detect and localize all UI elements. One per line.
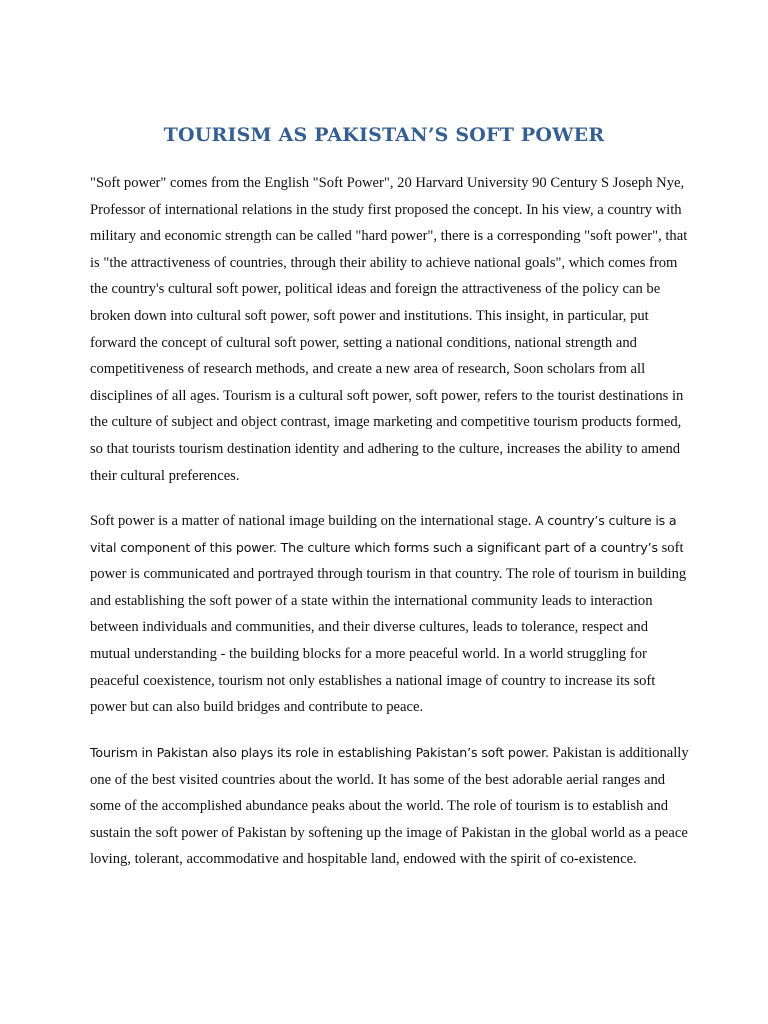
paragraph-soft-power-definition: "Soft power" comes from the English "Soft Power", 20 Harvard University 90 Century S Joseph Nye, Professor of international relations in the study first proposed the concept. In his view, a country with military and economic strength can be called "hard power", there is a corresponding "soft power", that is "the attractiveness of countries, through their ability to achieve national goals", which comes from the country's cultural soft power, political ideas and foreign the attractiveness of the policy can be broken down into cultural soft power, soft power and institutions. This insight, in particular, put forward the concept of cultural soft power, setting a national conditions, national strength and competitiveness of research methods, and create a new area of research, Soon scholars from all disciplines of all ages. Tourism is a cultural soft power, soft power, refers to the tourist destinations in the culture of subject and object contrast, image marketing and competitive tourism products formed, so that tourists tourism destination identity and adhering to the culture, increases the ability to amend their cultural preferences.: [90, 175, 688, 484]
paragraph-2-part-2: A country’s culture is a vital component of this power. The culture which forms such a significant part of a country’s: [90, 513, 677, 555]
paragraph-national-image: [90, 508, 690, 721]
paragraph-2-part-3: soft power is communicated and portrayed through tourism in that country. The role of tourism in building and establishing the soft power of a state within the international community leads to interaction between individuals and communities, and their diverse cultures, leads to tolerance, respect and mutual understanding - the building blocks for a more peaceful world. In a world struggling for peaceful coexistence, tourism not only establishes a national image of country to increase its soft power but can also build bridges and contribute to peace.: [90, 539, 687, 716]
paragraph-tourism-in-pakistan: [90, 740, 690, 873]
paragraph-3-part-1: Tourism in Pakistan also plays its role in establishing Pakistan’s soft power.: [90, 745, 549, 760]
document-title: TOURISM AS PAKISTAN’S SOFT POWER: [163, 124, 605, 146]
paragraph-2-part-1: Soft power is a matter of national image building on the international stage.: [90, 513, 535, 529]
paragraph-3-part-2: Pakistan is additionally one of the best visited countries about the world. It has some of the best adorable aerial ranges and some of the accomplished abundance peaks about the world. The role of tourism is to establish and sustain the soft power of Pakistan by softening up the image of Pakistan in the global world as a peace loving, tolerant, accommodative and hospitable land, endowed with the spirit of co-existence.: [90, 745, 689, 868]
